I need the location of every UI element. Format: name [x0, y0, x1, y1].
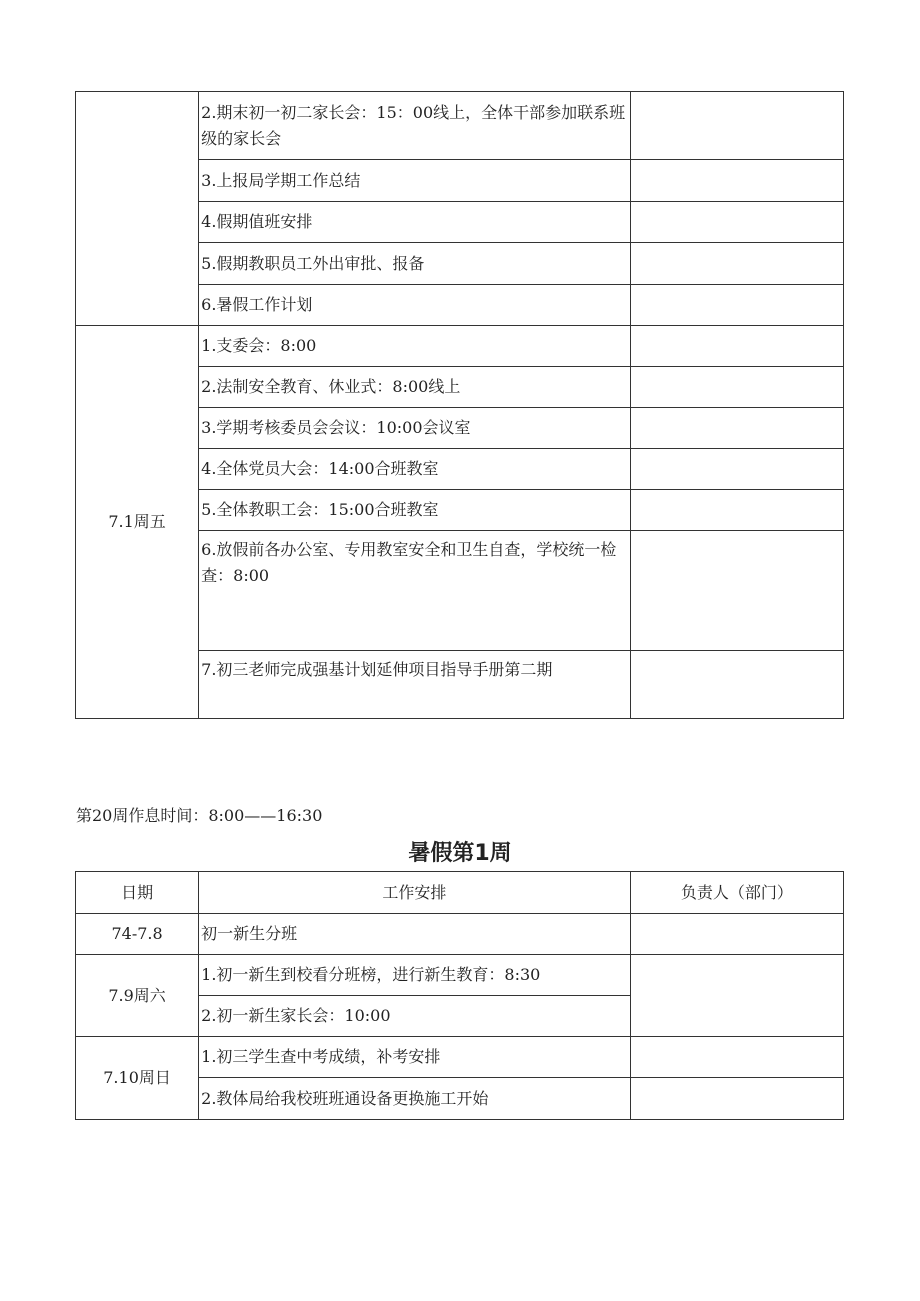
responsible-cell: [630, 914, 843, 955]
responsible-cell: [630, 1078, 843, 1120]
responsible-cell: [630, 202, 843, 243]
responsible-cell: [630, 651, 843, 719]
date-cell: 7.1周五: [76, 326, 199, 719]
responsible-cell: [630, 92, 843, 160]
responsible-cell: [630, 449, 843, 490]
date-cell-empty: [76, 92, 199, 326]
responsible-cell: [630, 367, 843, 408]
task-cell: 2.初一新生家长会：10:00: [199, 996, 631, 1037]
task-cell: 6.放假前各办公室、专用教室安全和卫生自查，学校统一检查：8:00: [199, 531, 631, 651]
task-cell: 1.初三学生查中考成绩，补考安排: [199, 1037, 631, 1078]
task-cell: 5.假期教职员工外出审批、报备: [199, 243, 631, 285]
date-cell: 74-7.8: [76, 914, 199, 955]
task-cell: 2.期末初一初二家长会：15：00线上，全体干部参加联系班级的家长会: [199, 92, 631, 160]
task-cell: 3.学期考核委员会会议：10:00会议室: [199, 408, 631, 449]
responsible-cell: [630, 1037, 843, 1078]
responsible-cell: [630, 243, 843, 285]
responsible-cell: [630, 955, 843, 1037]
schedule-table-continued: [75, 91, 844, 719]
responsible-cell: [630, 490, 843, 531]
header-work: 工作安排: [199, 872, 631, 914]
task-cell: 6.暑假工作计划: [199, 285, 631, 326]
responsible-cell: [630, 326, 843, 367]
responsible-cell: [630, 408, 843, 449]
task-cell: 4.假期值班安排: [199, 202, 631, 243]
responsible-cell: [630, 285, 843, 326]
task-cell: 4.全体党员大会：14:00合班教室: [199, 449, 631, 490]
summer-week1-table: [75, 871, 844, 1120]
task-cell: 5.全体教职工会：15:00合班教室: [199, 490, 631, 531]
responsible-cell: [630, 531, 843, 651]
task-cell: 2.法制安全教育、休业式：8:00线上: [199, 367, 631, 408]
schedule-note: 第20周作息时间：8:00——16:30: [76, 806, 323, 825]
task-cell: 3.上报局学期工作总结: [199, 160, 631, 202]
date-cell: 7.9周六: [76, 955, 199, 1037]
header-date: 日期: [76, 872, 199, 914]
task-cell: 1.初一新生到校看分班榜，进行新生教育：8:30: [199, 955, 631, 996]
date-cell: 7.10周日: [76, 1037, 199, 1120]
responsible-cell: [630, 160, 843, 202]
week-title: 暑假第1周: [408, 841, 512, 866]
task-cell: 2.教体局给我校班班通设备更换施工开始: [199, 1078, 631, 1120]
task-cell: 7.初三老师完成强基计划延伸项目指导手册第二期: [199, 651, 631, 719]
task-cell: 初一新生分班: [199, 914, 631, 955]
header-responsible: 负责人（部门）: [630, 872, 843, 914]
task-cell: 1.支委会：8:00: [199, 326, 631, 367]
